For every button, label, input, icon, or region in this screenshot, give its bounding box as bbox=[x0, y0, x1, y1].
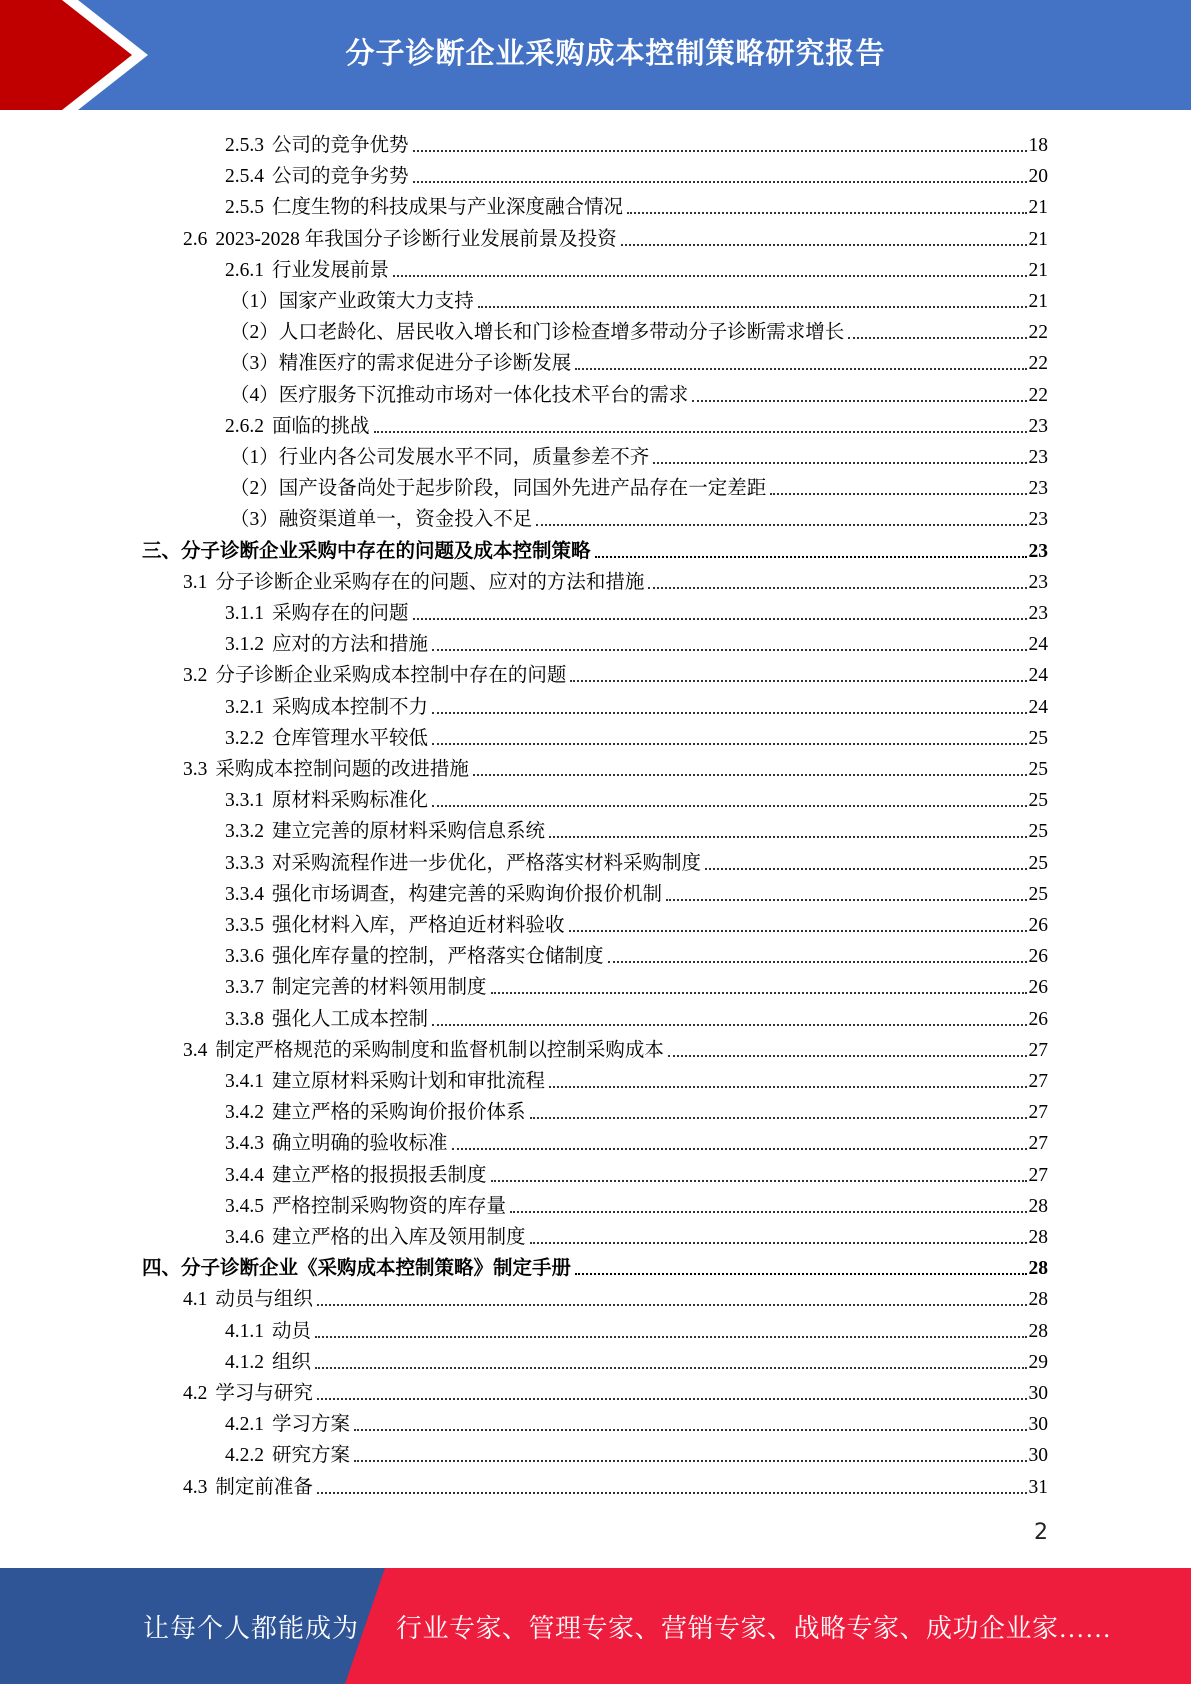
toc-entry-number: 3.3 bbox=[183, 759, 208, 780]
toc-entry-title: 公司的竞争劣势 bbox=[272, 166, 409, 188]
toc-entry[interactable] bbox=[225, 1438, 1048, 1468]
toc-entry-label bbox=[225, 976, 487, 1000]
toc-entry-number: 2.5.4 bbox=[225, 166, 264, 188]
toc-leader-dots bbox=[432, 648, 1026, 651]
toc-entry-page: 26 bbox=[1028, 915, 1048, 936]
toc-leader-dots bbox=[848, 336, 1026, 339]
toc-entry[interactable] bbox=[230, 378, 1048, 408]
toc-entry-label bbox=[225, 1226, 526, 1250]
toc-leader-dots bbox=[770, 492, 1026, 495]
toc-entry-title: 仁度生物的科技成果与产业深度融合情况 bbox=[272, 197, 624, 219]
toc-leader-dots bbox=[491, 991, 1027, 994]
toc-entry-label bbox=[230, 352, 571, 376]
toc-entry-title: 行业内各公司发展水平不同，质量参差不齐 bbox=[278, 447, 650, 468]
toc-entry[interactable] bbox=[142, 1251, 1048, 1281]
toc-entry-page: 23 bbox=[1028, 415, 1048, 437]
toc-entry-title: 精准医疗的需求促进分子诊断发展 bbox=[278, 353, 572, 375]
toc-entry[interactable] bbox=[225, 908, 1048, 938]
toc-entry-number: 四、 bbox=[142, 1258, 182, 1280]
toc-entry-page: 31 bbox=[1028, 1476, 1048, 1498]
toc-entry-number: 3.4.4 bbox=[225, 1164, 264, 1186]
toc-entry[interactable] bbox=[225, 970, 1048, 1000]
toc-entry-label bbox=[225, 852, 701, 876]
toc-entry-number: 2.6.2 bbox=[225, 415, 264, 437]
toc-leader-dots bbox=[575, 1272, 1026, 1275]
toc-entry-label bbox=[230, 384, 688, 408]
toc-entry[interactable] bbox=[230, 346, 1048, 376]
toc-entry-title: 制定严格规范的采购制度和监督机制以控制采购成本 bbox=[215, 1039, 664, 1061]
toc-leader-dots bbox=[413, 149, 1027, 152]
toc-entry[interactable] bbox=[225, 190, 1048, 220]
toc-entry-number: 3.1 bbox=[183, 571, 208, 593]
toc-entry-number: 2.5.5 bbox=[225, 197, 264, 219]
toc-entry-page: 23 bbox=[1028, 571, 1048, 593]
toc-leader-dots bbox=[530, 1116, 1027, 1119]
toc-entry[interactable] bbox=[183, 565, 1048, 595]
toc-entry-label bbox=[225, 259, 389, 283]
toc-entry-title: 动员 bbox=[272, 1320, 312, 1342]
toc-entry-title: 人口老龄化、居民收入增长和门诊检查增多带动分子诊断需求增长 bbox=[278, 322, 845, 344]
toc-entry-label bbox=[225, 1413, 350, 1437]
toc-entry-label bbox=[225, 696, 428, 720]
toc-entry-number: （3） bbox=[230, 353, 279, 375]
toc-entry-page: 23 bbox=[1028, 540, 1048, 562]
toc-entry-number: 3.4.3 bbox=[225, 1133, 264, 1155]
toc-entry[interactable] bbox=[225, 1345, 1048, 1375]
toc-entry-page: 21 bbox=[1028, 259, 1048, 281]
toc-leader-dots bbox=[575, 367, 1026, 370]
toc-leader-dots bbox=[432, 1023, 1026, 1026]
toc-entry-title: 强化人工成本控制 bbox=[272, 1008, 429, 1030]
toc-entry-title: 2023-2028 年我国分子诊断行业发展前景及投资 bbox=[215, 228, 617, 250]
toc-entry-page: 22 bbox=[1028, 384, 1048, 406]
toc-entry-page: 25 bbox=[1028, 821, 1048, 843]
toc-entry-title: 组织 bbox=[272, 1351, 312, 1373]
toc-entry-page: 23 bbox=[1028, 478, 1048, 500]
toc-entry-page: 25 bbox=[1028, 883, 1048, 905]
toc-entry-number: 4.2.1 bbox=[225, 1414, 264, 1436]
toc-entry-title: 强化材料入库，严格迫近材料验收 bbox=[272, 915, 565, 936]
toc-entry-number: （2） bbox=[230, 322, 279, 344]
toc-entry[interactable] bbox=[230, 315, 1048, 345]
toc-entry[interactable] bbox=[225, 409, 1048, 439]
toc-entry-number: 2.5.3 bbox=[225, 135, 264, 156]
toc-leader-dots bbox=[648, 586, 1026, 589]
toc-leader-dots bbox=[315, 1335, 1026, 1338]
toc-entry-page: 22 bbox=[1028, 322, 1048, 344]
toc-entry-label bbox=[183, 228, 617, 252]
toc-entry[interactable] bbox=[225, 1064, 1048, 1094]
toc-entry-number: 3.4.5 bbox=[225, 1195, 264, 1217]
toc-leader-dots bbox=[666, 898, 1026, 901]
toc-entry[interactable] bbox=[183, 1470, 1048, 1500]
toc-entry-label bbox=[142, 540, 591, 564]
toc-leader-dots bbox=[530, 1241, 1027, 1244]
toc-entry-label bbox=[225, 945, 604, 969]
toc-entry-label bbox=[142, 1257, 571, 1281]
document-title: 分子诊断企业采购成本控制策略研究报告 bbox=[345, 35, 886, 70]
toc-leader-dots bbox=[549, 835, 1026, 838]
toc-leader-dots bbox=[315, 1366, 1026, 1369]
toc-leader-dots bbox=[627, 211, 1026, 214]
toc-entry-number: 4.1.1 bbox=[225, 1320, 264, 1342]
toc-entry-title: 强化市场调查，构建完善的采购询价报价机制 bbox=[272, 883, 663, 905]
toc-entry[interactable] bbox=[225, 253, 1048, 283]
toc-entry-page: 23 bbox=[1028, 509, 1048, 531]
toc-entry-label bbox=[183, 1382, 313, 1406]
toc-entry-number: 3.3.2 bbox=[225, 821, 264, 843]
toc-entry-page: 21 bbox=[1028, 291, 1048, 312]
toc-entry-page: 27 bbox=[1028, 1164, 1048, 1186]
toc-entry-title: 国家产业政策大力支持 bbox=[278, 291, 474, 312]
toc-entry[interactable] bbox=[183, 752, 1048, 782]
toc-leader-dots bbox=[536, 523, 1026, 526]
toc-entry-page: 27 bbox=[1028, 1102, 1048, 1124]
toc-entry[interactable] bbox=[183, 1033, 1048, 1063]
toc-entry-title: 强化库存量的控制，严格落实仓储制度 bbox=[272, 946, 604, 968]
toc-entry-label bbox=[225, 1444, 350, 1468]
toc-entry-page: 28 bbox=[1028, 1258, 1048, 1280]
toc-leader-dots bbox=[595, 555, 1027, 558]
toc-entry-page: 26 bbox=[1028, 1008, 1048, 1030]
toc-entry-title: 医疗服务下沉推动市场对一体化技术平台的需求 bbox=[278, 384, 689, 406]
toc-entry-number: 3.4.6 bbox=[225, 1227, 264, 1248]
toc-entry-page: 29 bbox=[1028, 1351, 1048, 1373]
toc-entry[interactable] bbox=[225, 128, 1048, 158]
toc-entry[interactable] bbox=[230, 284, 1048, 314]
toc-entry-label bbox=[225, 883, 662, 907]
toc-entry-page: 25 bbox=[1028, 790, 1048, 812]
toc-entry-number: 4.2 bbox=[183, 1383, 208, 1404]
toc-entry-page: 24 bbox=[1028, 696, 1048, 718]
toc-entry[interactable] bbox=[225, 1158, 1048, 1188]
toc-leader-dots bbox=[549, 1085, 1026, 1088]
toc-entry-number: 3.4 bbox=[183, 1039, 208, 1061]
toc-entry-page: 28 bbox=[1028, 1320, 1048, 1342]
toc-entry-number: 4.1 bbox=[183, 1289, 208, 1311]
toc-entry-number: （1） bbox=[230, 447, 279, 468]
toc-leader-dots bbox=[608, 960, 1027, 963]
toc-entry-page: 18 bbox=[1028, 135, 1048, 156]
toc-entry-title: 融资渠道单一，资金投入不足 bbox=[278, 509, 533, 531]
toc-leader-dots bbox=[510, 1210, 1026, 1213]
toc-entry-title: 学习与研究 bbox=[215, 1383, 313, 1404]
toc-entry[interactable] bbox=[225, 596, 1048, 626]
toc-leader-dots bbox=[653, 461, 1026, 464]
toc-entry-label bbox=[230, 290, 474, 314]
toc-entry-page: 27 bbox=[1028, 1133, 1048, 1155]
toc-entry-title: 行业发展前景 bbox=[272, 259, 390, 281]
toc-entry[interactable] bbox=[183, 1376, 1048, 1406]
toc-leader-dots bbox=[393, 274, 1026, 277]
toc-leader-dots bbox=[317, 1303, 1027, 1306]
toc-entry-label bbox=[225, 914, 565, 938]
toc-entry-page: 26 bbox=[1028, 946, 1048, 968]
toc-entry[interactable] bbox=[225, 690, 1048, 720]
toc-entry-title: 对采购流程作进一步优化，严格落实材料采购制度 bbox=[272, 852, 702, 874]
toc-entry[interactable] bbox=[225, 1095, 1048, 1125]
toc-leader-dots bbox=[478, 305, 1027, 308]
toc-entry-title: 面临的挑战 bbox=[272, 415, 370, 437]
toc-entry-label bbox=[183, 1039, 664, 1063]
toc-entry-number: 3.4.2 bbox=[225, 1102, 264, 1124]
toc-entry-page: 24 bbox=[1028, 665, 1048, 687]
toc-entry-number: （2） bbox=[230, 478, 279, 500]
toc-entry-title: 严格控制采购物资的库存量 bbox=[272, 1195, 507, 1217]
toc-entry-title: 分子诊断企业采购成本控制中存在的问题 bbox=[215, 665, 567, 687]
toc-leader-dots bbox=[692, 399, 1026, 402]
toc-entry-label bbox=[225, 415, 370, 439]
toc-entry-label bbox=[225, 820, 545, 844]
toc-entry-page: 22 bbox=[1028, 353, 1048, 375]
toc-leader-dots bbox=[570, 679, 1026, 682]
toc-entry-label bbox=[225, 727, 428, 751]
toc-entry-title: 学习方案 bbox=[272, 1414, 351, 1436]
page-footer bbox=[0, 1568, 1191, 1684]
toc-entry-label bbox=[230, 508, 532, 532]
toc-leader-dots bbox=[452, 1147, 1027, 1150]
toc-entry-number: 3.1.2 bbox=[225, 634, 264, 656]
toc-entry-number: 2.6 bbox=[183, 228, 208, 250]
toc-entry-label bbox=[230, 477, 766, 501]
toc-entry-title: 采购成本控制不力 bbox=[272, 696, 429, 718]
toc-entry-page: 21 bbox=[1028, 228, 1048, 250]
toc-entry-number: 3.1.1 bbox=[225, 603, 264, 624]
toc-entry-page: 25 bbox=[1028, 759, 1048, 780]
toc-entry-title: 制定前准备 bbox=[215, 1476, 313, 1498]
toc-entry-label bbox=[183, 664, 566, 688]
toc-entry[interactable] bbox=[225, 1189, 1048, 1219]
page-number: 2 bbox=[1034, 1520, 1048, 1545]
toc-entry[interactable] bbox=[225, 783, 1048, 813]
toc-entry-number: 4.2.2 bbox=[225, 1445, 264, 1467]
toc-entry-number: （4） bbox=[230, 384, 279, 406]
toc-entry[interactable] bbox=[183, 222, 1048, 252]
toc-entry[interactable] bbox=[142, 534, 1048, 564]
toc-entry-page: 28 bbox=[1028, 1227, 1048, 1248]
toc-entry-number: 2.6.1 bbox=[225, 259, 264, 281]
toc-entry-title: 分子诊断企业采购中存在的问题及成本控制策略 bbox=[181, 540, 591, 562]
toc-entry-number: 3.3.8 bbox=[225, 1008, 264, 1030]
toc-entry[interactable] bbox=[225, 721, 1048, 751]
toc-entry[interactable] bbox=[230, 502, 1048, 532]
toc-entry-number: 3.3.5 bbox=[225, 915, 264, 936]
toc-leader-dots bbox=[705, 867, 1026, 870]
toc-entry-label bbox=[183, 1288, 313, 1312]
toc-entry-title: 动员与组织 bbox=[215, 1289, 313, 1311]
toc-entry-label bbox=[225, 1320, 311, 1344]
toc-entry-label bbox=[225, 1132, 448, 1156]
toc-entry-page: 21 bbox=[1028, 197, 1048, 219]
toc-entry[interactable] bbox=[225, 159, 1048, 189]
toc-entry-title: 制定完善的材料领用制度 bbox=[272, 977, 487, 999]
toc-entry-page: 25 bbox=[1028, 852, 1048, 874]
toc-entry[interactable] bbox=[230, 440, 1048, 470]
toc-entry-label bbox=[225, 196, 623, 220]
toc-leader-dots bbox=[432, 742, 1026, 745]
toc-entry-title: 建立严格的采购询价报价体系 bbox=[272, 1102, 526, 1124]
toc-entry-title: 仓库管理水平较低 bbox=[272, 727, 429, 749]
toc-entry-label bbox=[225, 1351, 311, 1375]
toc-entry-title: 采购存在的问题 bbox=[272, 603, 409, 624]
toc-entry-number: （3） bbox=[230, 509, 279, 531]
toc-leader-dots bbox=[491, 1179, 1027, 1182]
page-header bbox=[0, 0, 1191, 110]
toc-entry-number: 3.2.1 bbox=[225, 696, 264, 718]
toc-entry-page: 24 bbox=[1028, 634, 1048, 656]
toc-entry-label bbox=[225, 165, 409, 189]
toc-entry[interactable] bbox=[225, 1002, 1048, 1032]
toc-entry-page: 23 bbox=[1028, 447, 1048, 468]
toc-entry-label bbox=[225, 1164, 487, 1188]
toc-entry-label bbox=[225, 1008, 428, 1032]
toc-entry-number: 4.3 bbox=[183, 1476, 208, 1498]
toc-entry-number: 3.3.6 bbox=[225, 946, 264, 968]
toc-entry-label bbox=[225, 1101, 526, 1125]
toc-entry-number: 3.2.2 bbox=[225, 727, 264, 749]
toc-entry[interactable] bbox=[225, 814, 1048, 844]
toc-entry[interactable] bbox=[225, 1220, 1048, 1250]
toc-entry-page: 27 bbox=[1028, 1071, 1048, 1092]
toc-entry-title: 建立原材料采购计划和审批流程 bbox=[272, 1071, 546, 1092]
toc-entry-number: 3.4.1 bbox=[225, 1071, 264, 1092]
toc-entry-label bbox=[230, 446, 649, 470]
toc-leader-dots bbox=[413, 180, 1027, 183]
toc-entry-page: 25 bbox=[1028, 727, 1048, 749]
toc-entry-label bbox=[230, 321, 844, 345]
toc-entry-label bbox=[225, 789, 428, 813]
toc-entry[interactable] bbox=[225, 877, 1048, 907]
toc-entry-label bbox=[225, 134, 409, 158]
toc-entry[interactable] bbox=[225, 1126, 1048, 1156]
toc-entry[interactable] bbox=[230, 471, 1048, 501]
toc-entry-number: 3.3.3 bbox=[225, 852, 264, 874]
toc-entry-label bbox=[225, 602, 409, 626]
toc-entry-title: 建立完善的原材料采购信息系统 bbox=[272, 821, 546, 843]
toc-entry-title: 分子诊断企业采购存在的问题、应对的方法和措施 bbox=[215, 571, 645, 593]
toc-entry-number: 3.2 bbox=[183, 665, 208, 687]
toc-leader-dots bbox=[621, 243, 1027, 246]
toc-leader-dots bbox=[317, 1491, 1027, 1494]
toc-entry-page: 30 bbox=[1028, 1445, 1048, 1467]
toc-entry[interactable] bbox=[225, 627, 1048, 657]
toc-entry-title: 研究方案 bbox=[272, 1445, 351, 1467]
toc-leader-dots bbox=[413, 617, 1027, 620]
toc-entry-label bbox=[183, 758, 469, 782]
toc-entry-number: 3.3.4 bbox=[225, 883, 264, 905]
toc-entry-title: 公司的竞争优势 bbox=[272, 135, 409, 156]
toc-entry-number: 3.3.7 bbox=[225, 977, 264, 999]
toc-leader-dots bbox=[317, 1397, 1027, 1400]
toc-entry-number: 三、 bbox=[142, 540, 182, 562]
toc-leader-dots bbox=[374, 430, 1027, 433]
toc-entry[interactable] bbox=[225, 846, 1048, 876]
toc-entry-page: 30 bbox=[1028, 1414, 1048, 1436]
toc-entry[interactable] bbox=[183, 658, 1048, 688]
toc-leader-dots bbox=[432, 711, 1026, 714]
toc-entry[interactable] bbox=[225, 1314, 1048, 1344]
toc-entry-number: 3.3.1 bbox=[225, 790, 264, 812]
toc-entry-label bbox=[225, 1195, 506, 1219]
toc-entry-number: 4.1.2 bbox=[225, 1351, 264, 1373]
footer-slogan-right: 行业专家、管理专家、营销专家、战略专家、成功企业家…… bbox=[396, 1613, 1112, 1643]
toc-entry-title: 确立明确的验收标准 bbox=[272, 1133, 448, 1155]
toc-entry-number: （1） bbox=[230, 291, 279, 312]
toc-leader-dots bbox=[569, 929, 1027, 932]
toc-leader-dots bbox=[354, 1459, 1026, 1462]
toc-entry-page: 27 bbox=[1028, 1039, 1048, 1061]
toc-entry[interactable] bbox=[183, 1282, 1048, 1312]
toc-entry-label bbox=[183, 571, 644, 595]
toc-entry-page: 28 bbox=[1028, 1289, 1048, 1311]
toc-entry-title: 原材料采购标准化 bbox=[272, 790, 429, 812]
toc-entry-title: 国产设备尚处于起步阶段，同国外先进产品存在一定差距 bbox=[278, 478, 767, 500]
toc-entry-title: 建立严格的报损报丢制度 bbox=[272, 1164, 487, 1186]
toc-entry[interactable] bbox=[225, 939, 1048, 969]
toc-entry-page: 20 bbox=[1028, 166, 1048, 188]
toc-leader-dots bbox=[432, 804, 1026, 807]
toc-leader-dots bbox=[473, 773, 1027, 776]
toc-entry-title: 应对的方法和措施 bbox=[272, 634, 429, 656]
toc-entry[interactable] bbox=[225, 1407, 1048, 1437]
toc-leader-dots bbox=[668, 1054, 1027, 1057]
footer-slogan-left: 让每个人都能成为 bbox=[143, 1613, 360, 1643]
toc-entry-page: 26 bbox=[1028, 977, 1048, 999]
toc-entry-page: 30 bbox=[1028, 1383, 1048, 1404]
toc-entry-title: 分子诊断企业《采购成本控制策略》制定手册 bbox=[181, 1258, 572, 1280]
toc-entry-page: 28 bbox=[1028, 1195, 1048, 1217]
toc-entry-title: 建立严格的出入库及领用制度 bbox=[272, 1227, 526, 1248]
toc-entry-label bbox=[225, 633, 428, 657]
toc-entry-page: 23 bbox=[1028, 603, 1048, 624]
toc-entry-label bbox=[225, 1070, 545, 1094]
toc-entry-title: 采购成本控制问题的改进措施 bbox=[215, 759, 469, 780]
toc-leader-dots bbox=[354, 1428, 1026, 1431]
toc-entry-label bbox=[183, 1476, 313, 1500]
